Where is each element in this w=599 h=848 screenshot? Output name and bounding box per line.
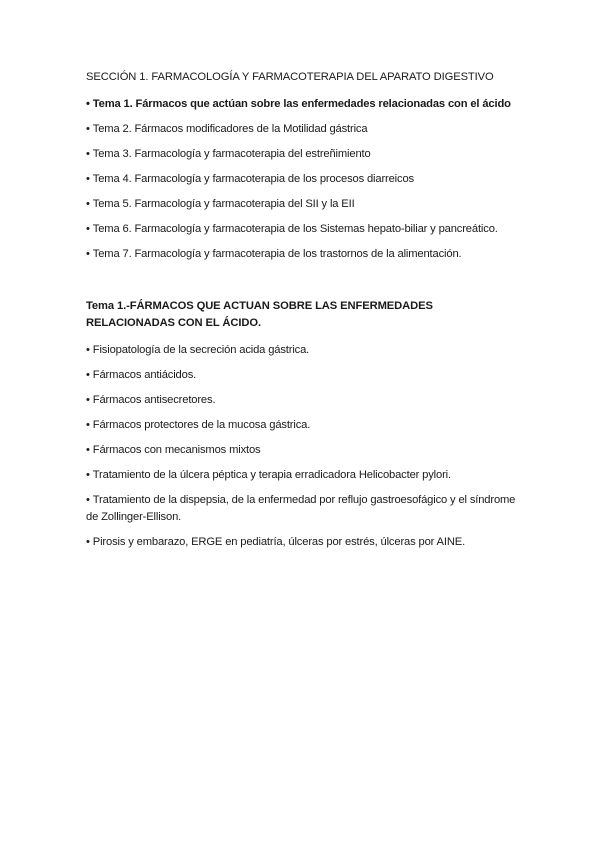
- tema1-list: [86, 342, 516, 552]
- bullet: •: [86, 148, 90, 160]
- tema1-item-text: Tratamiento de la dispepsia, de la enfermedad por reflujo gastroesofágico y el síndrome de Zollinger-Ellison.: [86, 493, 516, 523]
- tema1-item: [86, 417, 516, 435]
- tema1-item: [86, 492, 516, 527]
- topic-item: [86, 96, 516, 114]
- tema1-item: [86, 442, 516, 460]
- topic-item: [86, 146, 516, 164]
- bullet: •: [86, 468, 90, 481]
- tema1-item-text: Tratamiento de la úlcera péptica y terapia erradicadora Helicobacter pylori.: [92, 468, 451, 481]
- topic-item: [86, 221, 516, 239]
- bullet: •: [86, 368, 90, 381]
- bullet: •: [86, 198, 90, 210]
- topic-text: Tema 2. Fármacos modificadores de la Motilidad gástrica: [92, 123, 368, 135]
- tema1-item-text: Pirosis y embarazo, ERGE en pediatría, úlceras por estrés, úlceras por AINE.: [92, 536, 466, 548]
- tema1-item: [86, 467, 516, 485]
- tema1-item: [86, 392, 516, 410]
- tema1-item-text: Fisiopatología de la secreción acida gástrica.: [92, 343, 310, 356]
- topic-item: [86, 171, 516, 189]
- bullet: •: [86, 536, 90, 548]
- bullet: •: [86, 223, 90, 235]
- bullet: •: [86, 248, 90, 260]
- topic-item: [86, 196, 516, 214]
- bullet: •: [86, 173, 90, 185]
- bullet: •: [86, 418, 90, 431]
- topic-text: Tema 6. Farmacología y farmacoterapia de los Sistemas hepato-biliar y pancreático.: [92, 223, 498, 235]
- topic-text: Tema 1. Fármacos que actúan sobre las enfermedades relacionadas con el ácido: [92, 98, 511, 110]
- bullet: •: [86, 98, 90, 110]
- topics-list: [86, 96, 516, 264]
- topic-item: [86, 246, 516, 264]
- topic-item: [86, 121, 516, 139]
- section-title: SECCIÓN 1. FARMACOLOGÍA Y FARMACOTERAPIA DEL APARATO DIGESTIVO: [86, 71, 494, 83]
- tema1-item-text: Fármacos con mecanismos mixtos: [92, 443, 261, 456]
- tema1-item-text: Fármacos antiácidos.: [92, 368, 197, 381]
- bullet: •: [86, 343, 90, 356]
- document-page: [86, 70, 516, 559]
- tema1-item-text: Fármacos protectores de la mucosa gástrica.: [92, 418, 311, 431]
- bullet: •: [86, 443, 90, 456]
- tema1-heading: Tema 1.-FÁRMACOS QUE ACTUAN SOBRE LAS ENFERMEDADES RELACIONADAS CON EL ÁCIDO.: [86, 299, 433, 329]
- topic-text: Tema 7. Farmacología y farmacoterapia de los trastornos de la alimentación.: [92, 248, 462, 260]
- tema1-item-text: Fármacos antisecretores.: [92, 393, 216, 406]
- bullet: •: [86, 393, 90, 406]
- topic-text: Tema 3. Farmacología y farmacoterapia del estreñimiento: [92, 148, 371, 160]
- topic-text: Tema 5. Farmacología y farmacoterapia del SII y la EII: [92, 198, 355, 210]
- tema1-item: [86, 367, 516, 385]
- bullet: •: [86, 493, 90, 506]
- tema1-item: [86, 342, 516, 360]
- bullet: •: [86, 123, 90, 135]
- tema1-item: [86, 534, 516, 552]
- topic-text: Tema 4. Farmacología y farmacoterapia de los procesos diarreicos: [92, 173, 414, 185]
